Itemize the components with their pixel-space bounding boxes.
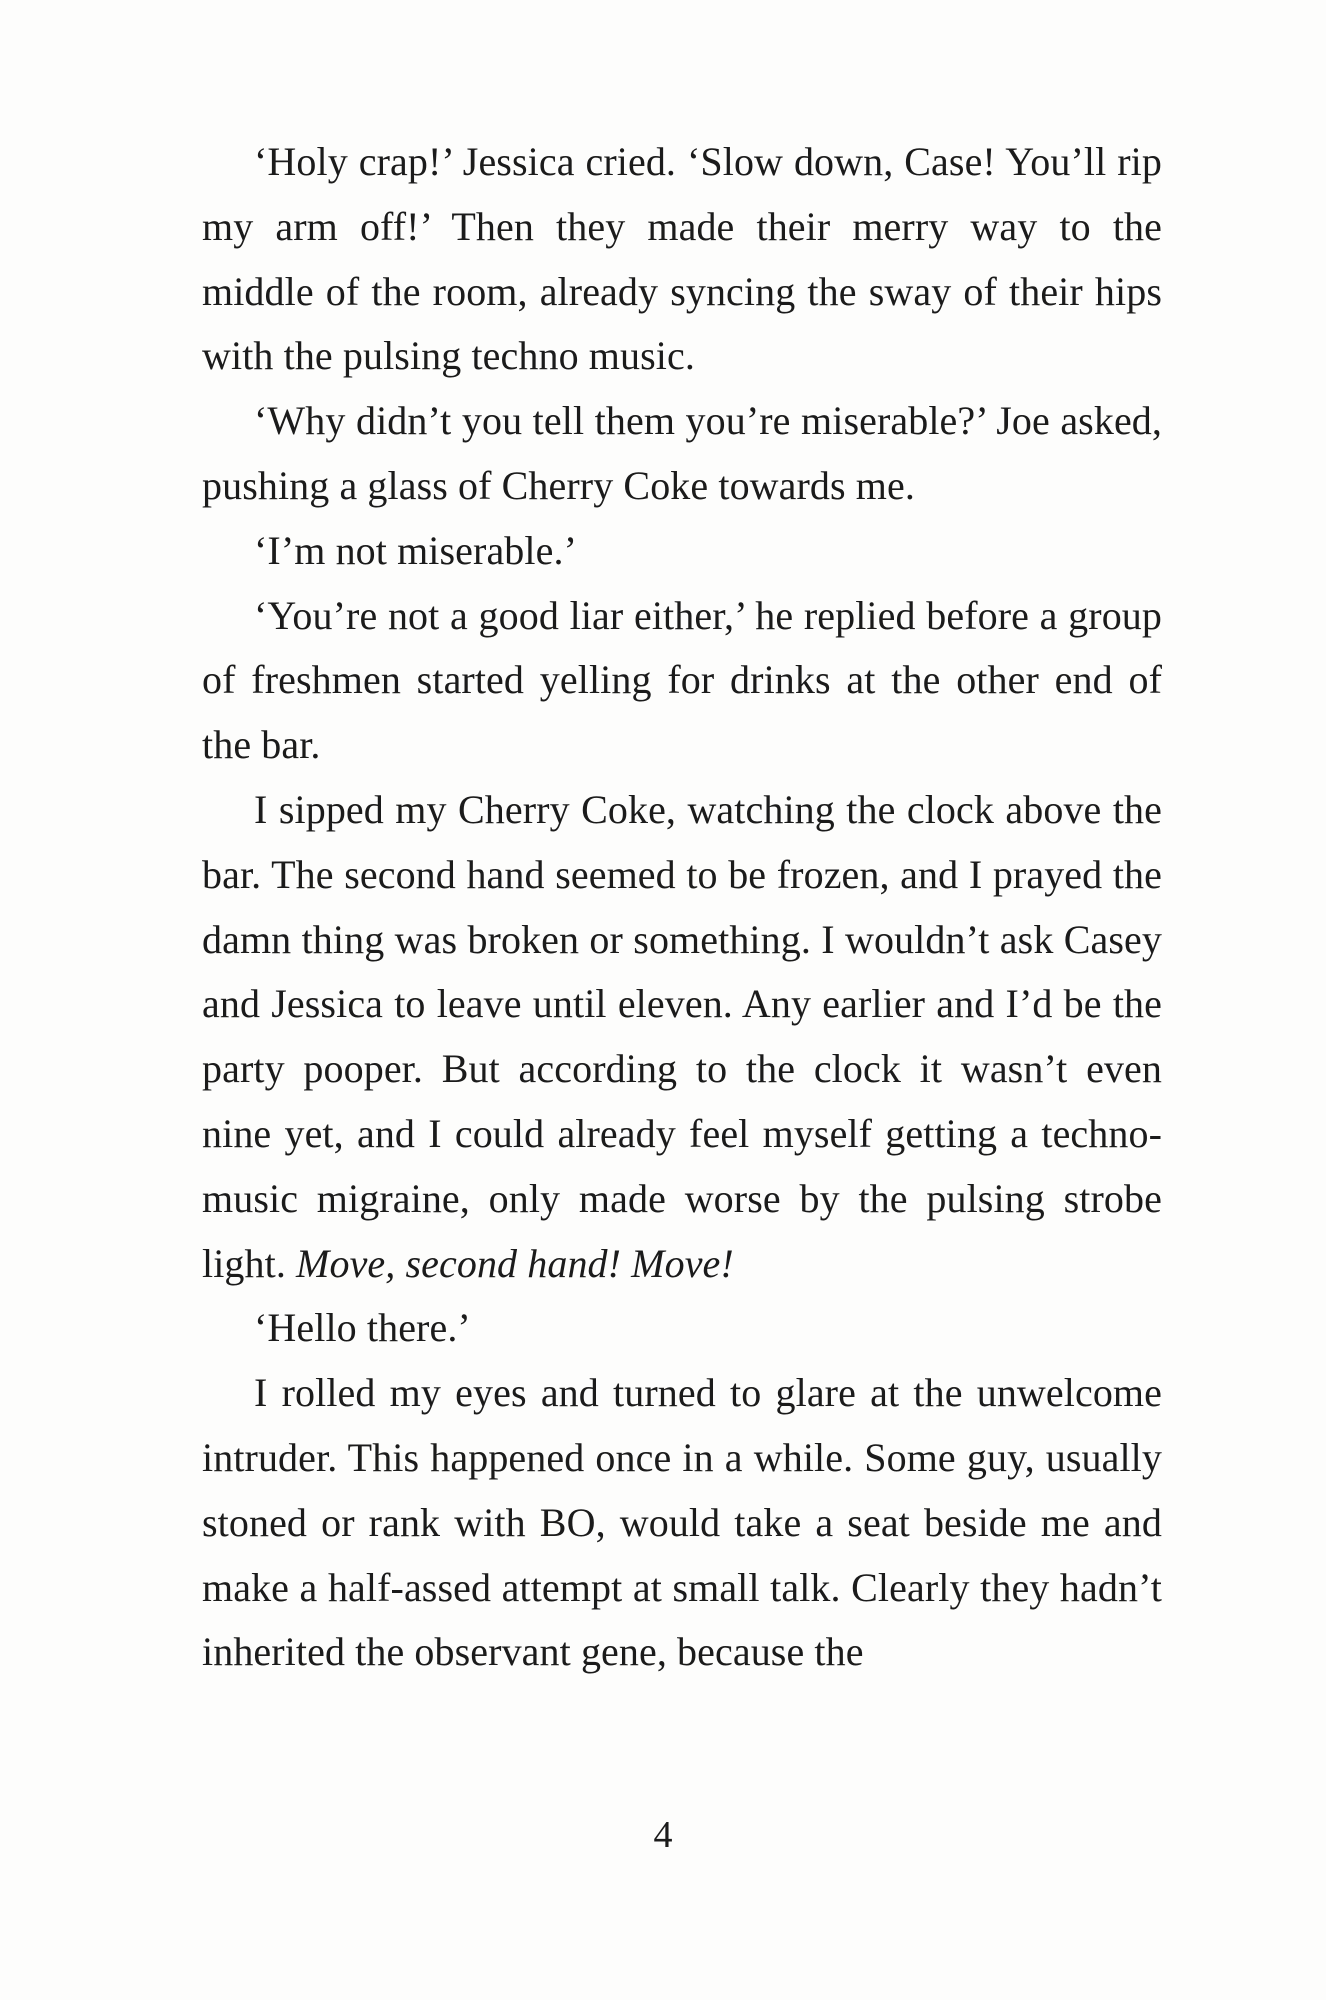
paragraph-2: ‘Why didn’t you tell them you’re miserable?’ Joe asked, pushing a glass of Cherry Coke towards me. [202,398,1162,508]
paragraph-5 [202,778,1162,1296]
paragraph-7: I rolled my eyes and turned to glare at the unwelcome intruder. This happened once in a while. Some guy, usually stoned or rank with BO, would take a seat beside me and make a half-assed attempt at small talk. Clearly they hadn’t inherited the observant gene, because the [202,1370,1162,1675]
body-text [202,130,1162,1685]
paragraph-4: ‘You’re not a good liar either,’ he replied before a group of freshmen started yelling for drinks at the other end of the bar. [202,592,1162,768]
paragraph-1: ‘Holy crap!’ Jessica cried. ‘Slow down, Case! You’ll rip my arm off!’ Then they made their merry way to the middle of the room, already syncing the sway of their hips with the pulsing techno music. [202,139,1162,379]
paragraph-5-text: I sipped my Cherry Coke, watching the clock above the bar. The second hand seemed to be frozen, and I prayed the damn thing was broken or something. I wouldn’t ask Casey and Jessica to leave until eleven. Any earlier and I’d be the party pooper. But according to the clock it wasn’t even nine yet, and I could already feel myself getting a techno-music migraine, only made worse by the pulsing strobe light. [202,786,1162,1286]
paragraph-3: ‘I’m not miserable.’ [254,527,577,573]
paragraph-5-italic-text: Move, second hand! Move! [296,1240,734,1286]
paragraph-6: ‘Hello there.’ [254,1305,471,1351]
page-number: 4 [653,1814,673,1856]
